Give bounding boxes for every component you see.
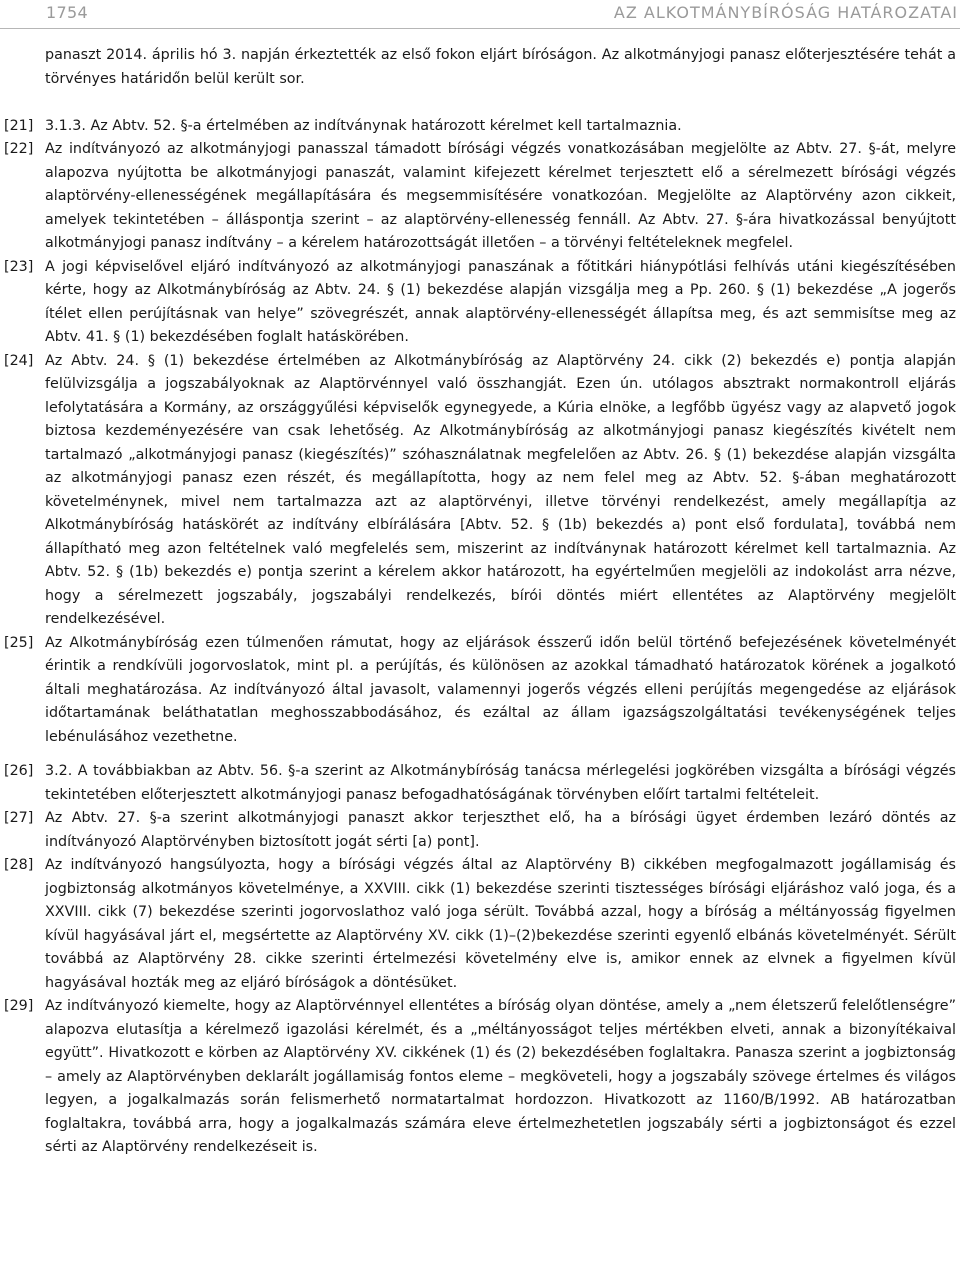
running-title: AZ ALKOTMÁNYBÍRÓSÁG HATÁROZATAI bbox=[613, 3, 958, 22]
paragraph-number: [23] bbox=[4, 258, 34, 275]
paragraph-number: [21] bbox=[4, 117, 34, 134]
document-body bbox=[4, 44, 956, 1160]
paragraph-text: Az indítványozó hangsúlyozta, hogy a bírósági végzés által az Alaptörvény B) cikkében megfogalmazott jogállamiság és jogbiztonság alkotmányos követelménye, a XXVIII. cikk (1) bekezdése szerinti tisztességes bírósági eljáráshoz való joga, és a XXVIII. cikk (7) bekezdése szerinti jogorvoslathoz való joga sérült. Továbbá azzal, hogy a bíróság a méltányosság figyelmen kívül hagyásával járt el, megsértette az Alaptörvény XV. cikk (1)–(2)bekezdése szerinti egyenlő elbánás követelményét. Sérült továbbá az Alaptörvény 28. cikke szerinti értelmezési követelmény elve is, amikor ennek az elvnek a figyelmen kívül hagyásával hozták meg az eljáró bíróságok a döntésüket. bbox=[45, 857, 956, 991]
paragraph-text: Az Alkotmánybíróság ezen túlmenően rámutat, hogy az eljárások ésszerű időn belül történő befejezésének követelményét érintik a rendkívüli jogorvoslatok, mint pl. a perújítás, és különösen az azokkal támadható határozatok körének a jogalkotó általi meghatározása. Az indítványozó által javasolt, valamennyi jogerős végzés elleni perújítás megengedése az eljárások időtartamának beláthatatlan meghosszabbodásához, és ezáltal az állam igazságszolgáltatási tevékenységének teljes lebénulásához vezethetne. bbox=[45, 634, 956, 745]
paragraph-number: [24] bbox=[4, 352, 34, 369]
paragraph-text: Az Abtv. 24. § (1) bekezdése értelmében az Alkotmánybíróság az Alaptörvény 24. cikk (2) bekezdés e) pontja alapján felülvizsgálja a jogszabályoknak az Alaptörvénnyel való összhangját. Ezen ún. utólagos absztrakt normakontroll eljárás lefolytatására a Kormány, az országgyűlési képviselők egynegyede, a Kúria elnöke, a legfőbb ügyész vagy az alapvető jogok biztosa kezdeményezésére van csak lehetőség. Az Alkotmánybíróság az alkotmányjogi panasz kiegészítés kivételt nem tartalmazó „alkotmányjogi panasz (kiegészítés)” szóhasználatnak megfelelően az Abtv. 26. § (1) bekezdése alapján vizsgálta az alkotmányjogi panasz ezen részét, és megállapította, hogy az nem felel meg az Abtv. 52. §-ában meghatározott követelménynek, mivel nem tartalmazza azt az alaptörvényi, illetve törvényi rendelkezést, amely megállapítja az Alkotmánybíróság hatáskörét az indítvány elbírálására [Abtv. 52. § (1b) bekezdés a) pont első fordulata], továbbá nem állapítható meg azon feltételnek való megfelelés sem, miszerint az indítványnak határozott kérelmet kell tartalmaznia. Az Abtv. 52. § (1b) bekezdés e) pontja szerint a kérelem akkor határozott, ha egyértelműen megjelöli az indokolást arra nézve, hogy a sérelmezett jogszabály, jogszabályi rendelkezés, bírói döntés miért ellentétes az Alaptörvény megjelölt rendelkezésével. bbox=[45, 352, 956, 627]
paragraph-24 bbox=[4, 350, 956, 632]
page-number: 1754 bbox=[46, 3, 88, 22]
paragraph-21 bbox=[4, 115, 956, 139]
paragraph-22 bbox=[4, 138, 956, 256]
paragraph-number: [29] bbox=[4, 998, 34, 1014]
paragraph-continuation bbox=[4, 44, 956, 91]
paragraph-23 bbox=[4, 256, 956, 350]
paragraph-28 bbox=[4, 854, 956, 995]
paragraph-27 bbox=[4, 807, 956, 854]
paragraph-text: 3.2. A továbbiakban az Abtv. 56. §-a szerint az Alkotmánybíróság tanácsa mérlegelési jogkörében vizsgálta a bírósági végzés tekintetében előterjesztett alkotmányjogi panasz befogadhatóságának törvényben előírt tartalmi feltételeit. bbox=[45, 763, 956, 803]
paragraph-26 bbox=[4, 760, 956, 807]
paragraph-text: A jogi képviselővel eljáró indítványozó az alkotmányjogi panaszának a főtitkári hiánypótlási felhívás utáni kiegészítésében kérte, hogy az Alkotmánybíróság az Abtv. 24. § (1) bekezdése alapján vizsgálja meg a Pp. 260. § (1) bekezdése „A jogerős ítélet ellen perújításnak van helye” szövegrészét, annak alaptörvény-ellenességét állapítsa meg, és azt semmisítse meg az Abtv. 41. § (1) bekezdésében foglalt hatáskörében. bbox=[45, 258, 956, 345]
paragraph-number: [27] bbox=[4, 810, 34, 826]
paragraph-number: [22] bbox=[4, 141, 34, 157]
paragraph-number: [26] bbox=[4, 763, 34, 779]
paragraph-text: 3.1.3. Az Abtv. 52. §-a értelmében az indítványnak határozott kérelmet kell tartalmaznia. bbox=[45, 117, 682, 134]
paragraph-text: Az indítványozó az alkotmányjogi panasszal támadott bírósági végzés vonatkozásában megjelölte az Abtv. 27. §-át, melyre alapozva nyújtotta be alkotmányjogi panaszát, valamint kifejezett kérelmet terjesztett elő a sérelmezett bírósági végzés alaptörvény-ellenességének megállapítására és megsemmisítésére vonatkozóan. Megjelölte az Alaptörvény azon cikkeit, amelyek tekintetében – álláspontja szerint – az alaptörvény-ellenesség fennáll. Az Abtv. 27. §-ára hivatkozással benyújtott alkotmányjogi panasz indítvány – a kérelem határozottságát illetően – a törvényi feltételeknek megfelel. bbox=[45, 141, 956, 251]
paragraph-29 bbox=[4, 995, 956, 1160]
paragraph-text: Az Abtv. 27. §-a szerint alkotmányjogi panaszt akkor terjeszthet elő, ha a bírósági ügyet érdemben lezáró döntés az indítványozó Alaptörvényben biztosított jogát sérti [a) pont]. bbox=[45, 810, 956, 850]
running-header bbox=[0, 0, 960, 29]
paragraph-number: [28] bbox=[4, 857, 34, 873]
paragraph-text: panaszt 2014. április hó 3. napján érkeztették az első fokon eljárt bíróságon. Az alkotmányjogi panasz előterjesztésére tehát a törvényes határidőn belül került sor. bbox=[45, 47, 956, 87]
paragraph-text: Az indítványozó kiemelte, hogy az Alaptörvénnyel ellentétes a bíróság olyan döntése, amely a „nem életszerű felelőtlenségre” alapozva elutasítja a kérelmező igazolási kérelmét, és a „méltányosságot teljes mértékben elveti, annak a bizonyítékaival együtt”. Hivatkozott e körben az Alaptörvény XV. cikkének (1) és (2) bekezdésében foglaltakra. Panasza szerint a jogbiztonság – amely az Alaptörvényben deklarált jogállamiság fontos eleme – megköveteli, hogy a jogszabály szövege értelmes és világos legyen, a jogalkalmazás során felismerhető normatartalmat hordozzon. Hivatkozott az 1160/B/1992. AB határozatban foglaltakra, továbbá arra, hogy a jogalkalmazás számára eleve értelmezhetetlen jogszabály sérti a jogbiztonságot és ezzel sérti az Alaptörvény rendelkezéseit is. bbox=[45, 998, 956, 1155]
paragraph-25 bbox=[4, 632, 956, 750]
paragraph-number: [25] bbox=[4, 634, 34, 651]
